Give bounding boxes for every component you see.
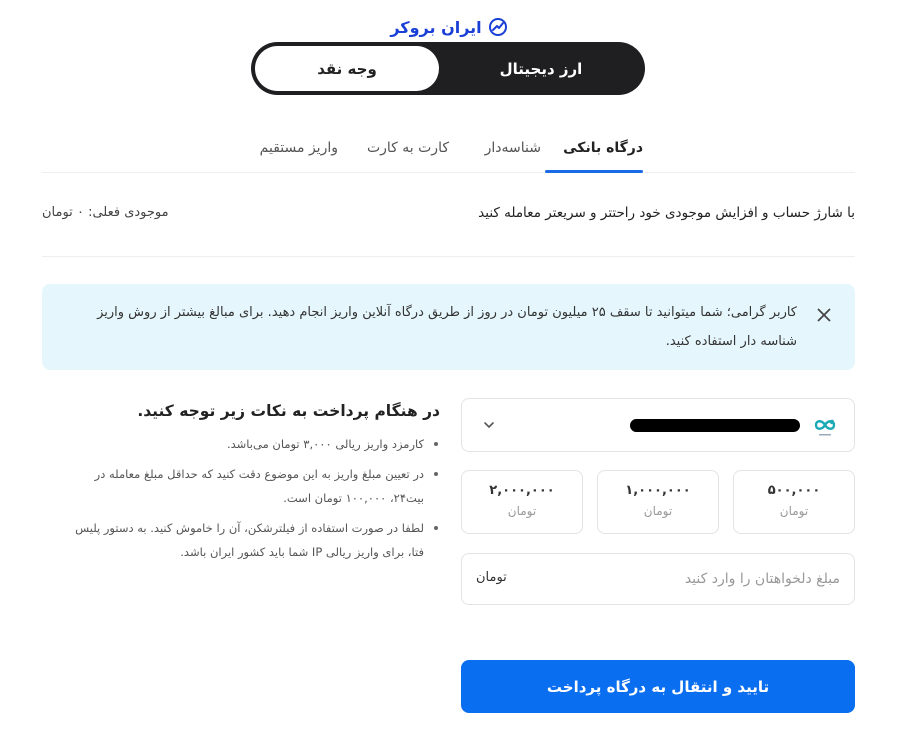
- mode-cash-option[interactable]: وجه نقد: [255, 46, 439, 91]
- amount-unit: تومان: [643, 504, 673, 518]
- close-icon[interactable]: [813, 304, 835, 326]
- amount-option-500000[interactable]: [733, 470, 855, 534]
- amount-value: ۲,۰۰۰,۰۰۰: [489, 483, 555, 498]
- brand-name: ایران بروکر: [390, 17, 482, 37]
- tab-identified-deposit[interactable]: شناسه‌دار: [484, 140, 541, 156]
- divider: [42, 256, 855, 257]
- tab-bank-gateway[interactable]: درگاه بانکی: [563, 140, 643, 156]
- brand-logo[interactable]: [384, 14, 514, 40]
- active-tab-indicator: [545, 170, 643, 173]
- intro-text: با شارژ حساب و افزایش موجودی خود راحتتر و سریعتر معامله کنید: [478, 205, 855, 221]
- note-item: کارمزد واریز ریالی ۳,۰۰۰ تومان می‌باشد.: [70, 432, 440, 456]
- tab-direct-deposit[interactable]: واریز مستقیم: [259, 140, 338, 156]
- input-unit-label: تومان: [476, 570, 507, 585]
- note-item: در تعیین مبلغ واریز به این موضوع دقت کنید که حداقل مبلغ معامله در بیت۲۴، ۱۰۰,۰۰۰ تومان است.: [70, 462, 440, 510]
- bank-account-select[interactable]: [461, 398, 855, 452]
- tab-card-to-card[interactable]: کارت به کارت: [366, 140, 449, 156]
- balance-value: ۰ تومان: [42, 205, 84, 220]
- mode-switch: [251, 42, 645, 95]
- payment-notes: [70, 402, 440, 570]
- notes-title: در هنگام پرداخت به نکات زیر توجه کنید.: [137, 402, 440, 420]
- amount-unit: تومان: [507, 504, 537, 518]
- custom-amount-field: [461, 553, 855, 605]
- amount-option-2000000[interactable]: [461, 470, 583, 534]
- chart-trend-icon: [488, 17, 508, 37]
- amount-value: ۱,۰۰۰,۰۰۰: [625, 483, 691, 498]
- note-item: لطفا در صورت استفاده از فیلترشکن، آن را خاموش کنید. به دستور پلیس فتا، برای واریز ریالی IP شما باید کشور ایران باشد.: [70, 516, 440, 564]
- custom-amount-input[interactable]: [540, 554, 840, 604]
- mode-crypto-option[interactable]: ارز دیجیتال: [499, 59, 583, 78]
- chevron-down-icon: [482, 418, 496, 432]
- current-balance: [42, 205, 169, 220]
- amount-unit: تومان: [779, 504, 809, 518]
- masked-account-number: [630, 419, 800, 432]
- balance-label: موجودی فعلی:: [88, 205, 169, 220]
- amount-option-1000000[interactable]: [597, 470, 719, 534]
- deposit-method-tabs: [42, 130, 855, 173]
- bank-logo-icon: [810, 411, 840, 441]
- alert-message: کاربر گرامی؛ شما میتوانید تا سقف ۲۵ میلیون تومان در روز از طریق درگاه آنلاین واریز انجام دهید. برای مبالغ بیشتر از روش واریز شناسه دار استفاده کنید.: [97, 305, 797, 349]
- amount-value: ۵۰۰,۰۰۰: [767, 483, 821, 498]
- confirm-payment-button[interactable]: تایید و انتقال به درگاه پرداخت: [461, 660, 855, 713]
- info-alert: [42, 284, 855, 370]
